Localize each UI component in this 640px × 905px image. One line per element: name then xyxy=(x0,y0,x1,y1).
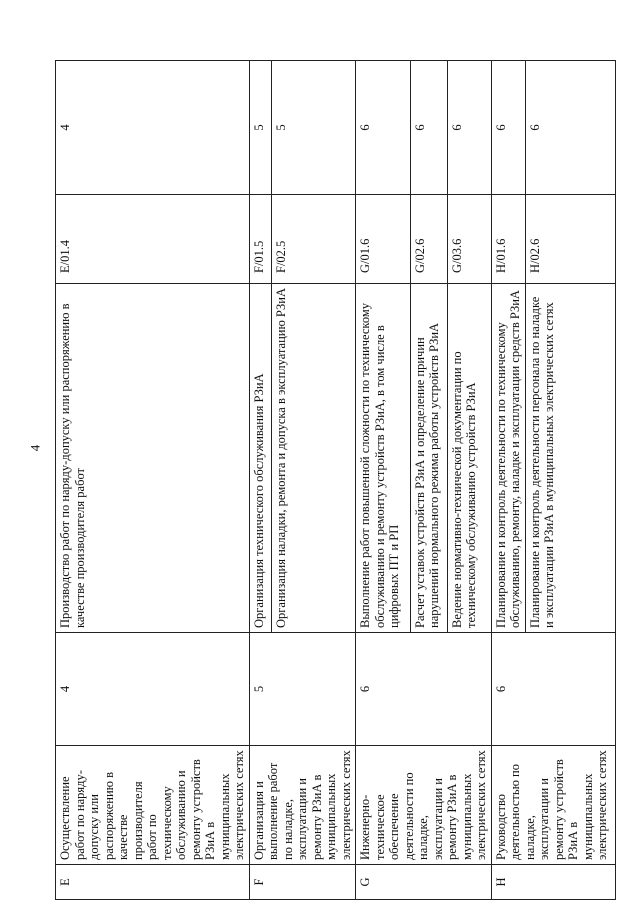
table-row xyxy=(356,61,411,900)
function-code: E/01.4 xyxy=(56,195,250,284)
group-code: H xyxy=(491,865,615,900)
function-level: 5 xyxy=(249,61,271,195)
function-level: 6 xyxy=(447,61,491,195)
function-code: F/02.5 xyxy=(271,195,355,284)
function-code: H/01.6 xyxy=(491,195,525,284)
table-row xyxy=(56,61,250,900)
function-name: Организация наладки, ремонта и допуска в эксплуатацию РЗиА xyxy=(271,284,355,633)
functions-table-rotated xyxy=(55,60,609,900)
group-name: Инженерно-техническое обеспечение деятельности по наладке, эксплуатации и ремонту РЗиА в муниципальных электрических сетях xyxy=(356,746,492,865)
group-code: G xyxy=(356,865,492,900)
function-name: Производство работ по наряду-допуску или распоряжению в качестве производителя работ xyxy=(56,284,250,633)
function-name: Планирование и контроль деятельности персонала по наладке и эксплуатации РЗиА в муниципальных электрических сетях xyxy=(525,284,615,633)
function-level: 6 xyxy=(356,61,411,195)
function-level: 6 xyxy=(491,61,525,195)
page-number: 4 xyxy=(27,444,43,452)
group-level: 4 xyxy=(56,633,250,746)
group-level: 6 xyxy=(356,633,492,746)
function-level: 4 xyxy=(56,61,250,195)
function-level: 6 xyxy=(410,61,447,195)
table-row xyxy=(491,61,525,900)
function-level: 5 xyxy=(271,61,355,195)
function-name: Ведение нормативно-технической документации по техническому обслуживанию устройств РЗиА xyxy=(447,284,491,633)
group-name: Организация и выполнение работ по наладке, эксплуатации и ремонту РЗиА в муниципальных электрических сетях xyxy=(249,746,356,865)
function-name: Организация технического обслуживания РЗиА xyxy=(249,284,271,633)
group-code: E xyxy=(56,865,250,900)
group-name: Осуществление работ по наряду-допуску или распоряжению в качестве производителя работ по техническому обслуживанию и ремонту устройств РЗиА в муниципальных электрических сетях xyxy=(56,746,250,865)
table-row xyxy=(249,61,271,900)
function-code: H/02.6 xyxy=(525,195,615,284)
function-code: F/01.5 xyxy=(249,195,271,284)
function-code: G/03.6 xyxy=(447,195,491,284)
group-level: 5 xyxy=(249,633,356,746)
group-name: Руководство деятельностью по наладке, эксплуатации и ремонту устройств РЗиА в муниципальных электрических сетях xyxy=(491,746,615,865)
functions-table xyxy=(55,60,616,900)
function-name: Расчет уставок устройств РЗиА и определение причин нарушений нормального режима работы устройств РЗиА xyxy=(410,284,447,633)
function-code: G/02.6 xyxy=(410,195,447,284)
function-level: 6 xyxy=(525,61,615,195)
function-code: G/01.6 xyxy=(356,195,411,284)
group-level: 6 xyxy=(491,633,615,746)
function-name: Планирование и контроль деятельности по техническому обслуживанию, ремонту, наладке и эксплуатации средств РЗиА xyxy=(491,284,525,633)
function-name: Выполнение работ повышенной сложности по техническому обслуживанию и ремонту устройств РЗиА, в том числе в цифровых ПТ и РП xyxy=(356,284,411,633)
group-code: F xyxy=(249,865,356,900)
